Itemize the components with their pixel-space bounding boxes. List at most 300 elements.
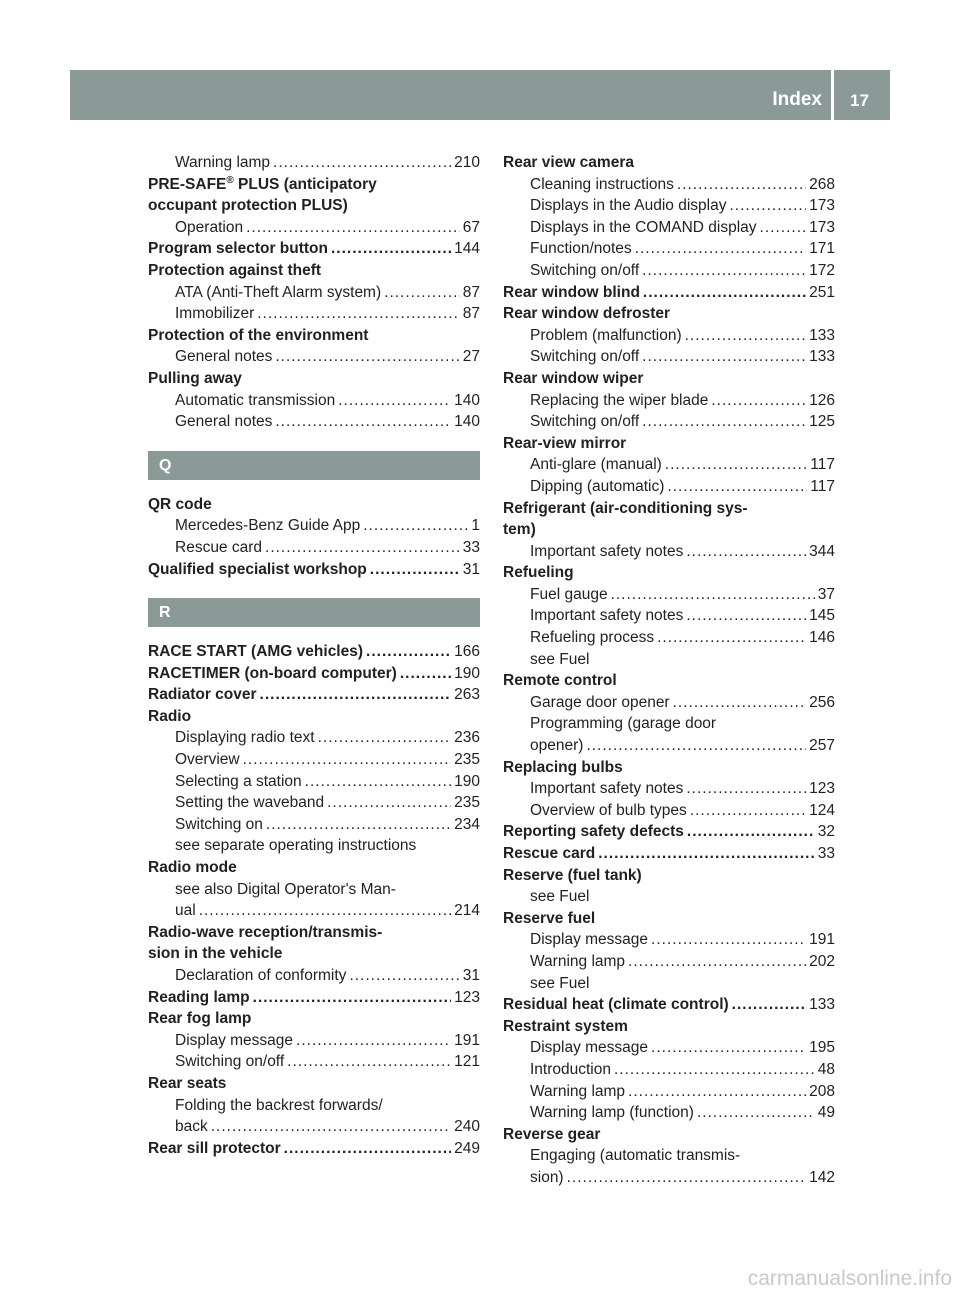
page-ref[interactable]: 145 (809, 607, 835, 625)
entry-label (148, 494, 212, 516)
header-bar (70, 70, 890, 120)
entry-text: back (175, 1118, 208, 1136)
index-entry[interactable] (148, 641, 480, 663)
entry-label (175, 965, 346, 987)
index-subentry (503, 649, 835, 671)
entry-text: Switching on/off (530, 348, 640, 366)
dot-leader (697, 1102, 815, 1124)
index-subentry (148, 1095, 480, 1117)
dot-leader (275, 411, 451, 433)
dot-leader (257, 303, 460, 325)
index-entry (148, 195, 480, 217)
page-ref[interactable]: 208 (809, 1082, 835, 1100)
page-ref[interactable]: 249 (454, 1139, 480, 1157)
dot-leader (327, 792, 451, 814)
index-subentry[interactable] (503, 735, 835, 757)
entry-label (530, 1102, 694, 1124)
watermark: carmanualsonline.info (747, 1267, 952, 1290)
entry-label (530, 346, 639, 368)
dot-leader (331, 238, 451, 260)
entry-text: Engaging (automatic transmis- (530, 1147, 741, 1165)
entry-text: Qualified specialist workshop (148, 560, 367, 578)
index-subentry[interactable] (503, 346, 835, 368)
index-entry (503, 908, 835, 930)
page-title: Index (772, 89, 822, 110)
page-ref[interactable]: 146 (809, 629, 835, 647)
dot-leader (685, 325, 807, 347)
page-ref[interactable]: 124 (809, 801, 835, 819)
dot-leader (686, 778, 806, 800)
page-ref[interactable]: 240 (454, 1118, 480, 1136)
page-ref[interactable]: 117 (810, 477, 835, 495)
entry-text: Immobilizer (175, 305, 255, 323)
index-subentry[interactable] (148, 537, 480, 559)
index-subentry[interactable] (503, 584, 835, 606)
dot-leader (266, 814, 451, 836)
page-ref[interactable]: 202 (809, 952, 835, 970)
dot-leader (651, 1037, 806, 1059)
dot-leader (586, 735, 806, 757)
dot-leader (243, 749, 452, 771)
entry-label (530, 195, 726, 217)
index-subentry[interactable] (503, 174, 835, 196)
index-entry (148, 1008, 480, 1030)
dot-leader (284, 1138, 451, 1160)
page-ref[interactable]: 140 (454, 391, 480, 409)
page-ref[interactable]: 125 (809, 413, 835, 431)
entry-text: Switching on/off (175, 1053, 285, 1071)
entry-text: Automatic transmission (175, 391, 336, 409)
entry-text: Program selector button (148, 240, 328, 258)
index-entry[interactable] (503, 282, 835, 304)
entry-text: Rescue card (503, 845, 596, 862)
entry-label (148, 706, 191, 728)
index-entry[interactable] (148, 1138, 480, 1160)
entry-label (175, 749, 240, 771)
dot-leader (651, 929, 806, 951)
index-subentry[interactable] (503, 1081, 835, 1103)
page-ref[interactable]: 195 (809, 1039, 835, 1057)
page-ref[interactable]: 173 (809, 197, 835, 215)
entry-label (503, 908, 595, 930)
dot-leader (643, 282, 806, 304)
page-ref[interactable]: 67 (462, 218, 480, 236)
entry-label (175, 217, 243, 239)
index-entry[interactable] (503, 821, 835, 843)
entry-text: occupant protection PLUS) (148, 197, 348, 215)
dot-leader (667, 476, 807, 498)
entry-label (530, 217, 757, 239)
page-ref[interactable]: 257 (809, 737, 835, 755)
index-subentry[interactable] (503, 951, 835, 973)
entry-text: see separate operating instructions (175, 837, 417, 855)
dot-leader (611, 584, 815, 606)
page-ref[interactable]: 1 (471, 517, 480, 535)
dot-leader (567, 1167, 807, 1189)
header-divider (831, 70, 834, 120)
index-subentry[interactable] (503, 929, 835, 951)
page-ref[interactable]: 37 (817, 585, 835, 603)
entry-label (148, 943, 282, 965)
index-entry (148, 325, 480, 347)
entry-text: Rear fog lamp (148, 1010, 252, 1028)
entry-label (148, 559, 367, 581)
index-entry[interactable] (503, 843, 835, 865)
page-ref[interactable]: 49 (817, 1104, 835, 1122)
page-ref[interactable]: 235 (454, 751, 480, 769)
dot-leader (642, 411, 806, 433)
dot-leader (657, 627, 806, 649)
entry-text: Switching on/off (530, 413, 640, 431)
index-subentry[interactable] (148, 282, 480, 304)
page-ref[interactable]: 166 (454, 643, 480, 661)
page-ref[interactable]: 87 (462, 283, 480, 301)
entry-label (175, 346, 272, 368)
entry-text: sion) (530, 1168, 564, 1186)
index-subentry[interactable] (148, 1116, 480, 1138)
entry-text: Warning lamp (530, 952, 626, 970)
index-entry (148, 494, 480, 516)
index-subentry[interactable] (503, 1167, 835, 1189)
index-entry (503, 498, 835, 520)
page-ref[interactable]: 235 (454, 794, 480, 812)
index-subentry[interactable] (148, 727, 480, 749)
dot-leader (275, 346, 459, 368)
entry-text: Warning lamp (function) (530, 1104, 694, 1122)
index-subentry[interactable] (503, 627, 835, 649)
index-entry[interactable] (148, 684, 480, 706)
entry-label (503, 562, 574, 584)
dot-leader (384, 282, 460, 304)
entry-text-rest: PLUS (anticipatory (233, 175, 377, 193)
entry-label (503, 368, 643, 390)
entry-label (175, 1030, 293, 1052)
page-ref[interactable]: 33 (462, 538, 480, 556)
page-ref[interactable]: 256 (809, 693, 835, 711)
page-ref[interactable]: 251 (809, 283, 835, 301)
entry-text: Reporting safety defects (503, 823, 684, 841)
entry-text: Rear sill protector (148, 1139, 281, 1157)
page-ref[interactable]: 123 (809, 780, 835, 798)
entry-label (503, 498, 748, 520)
page-ref[interactable]: 121 (454, 1053, 480, 1071)
entry-label (175, 792, 324, 814)
section-header-q: Q (148, 451, 480, 480)
page-ref[interactable]: 133 (809, 996, 835, 1014)
index-subentry[interactable] (503, 195, 835, 217)
entry-text: Pulling away (148, 369, 242, 387)
registered-mark: ® (226, 174, 234, 186)
page-ref[interactable]: 142 (809, 1168, 835, 1186)
dot-leader (687, 821, 815, 843)
entry-text: ual (175, 902, 196, 920)
page-ref[interactable]: 214 (454, 902, 480, 920)
page-ref[interactable]: 191 (809, 931, 835, 949)
entry-label (530, 735, 583, 757)
entry-text: see Fuel (530, 974, 590, 992)
entry-label (175, 411, 272, 433)
entry-label (503, 303, 670, 325)
index-subentry[interactable] (503, 800, 835, 822)
entry-text: Restraint system (503, 1017, 628, 1035)
entry-text: Reverse gear (503, 1125, 601, 1143)
entry-text: Protection against theft (148, 261, 322, 279)
page-ref[interactable]: 236 (454, 729, 480, 747)
page-ref[interactable]: 31 (462, 560, 480, 578)
entry-label (175, 152, 270, 174)
page-ref[interactable]: 133 (809, 348, 835, 366)
dot-leader (199, 900, 451, 922)
page-ref[interactable]: 190 (454, 664, 480, 682)
entry-label (503, 843, 595, 865)
index-subentry[interactable] (148, 749, 480, 771)
entry-label (530, 800, 687, 822)
index-subentry[interactable] (148, 771, 480, 793)
index-subentry[interactable] (503, 217, 835, 239)
page-ref[interactable]: 172 (809, 261, 835, 279)
entry-label (175, 282, 381, 304)
entry-text: Switching on (175, 815, 263, 833)
index-subentry[interactable] (503, 605, 835, 627)
dot-leader (690, 800, 806, 822)
entry-text: Garage door opener (530, 693, 670, 711)
entry-text: Display message (175, 1031, 294, 1049)
index-entry (148, 368, 480, 390)
dot-leader (686, 541, 806, 563)
index-subentry[interactable] (148, 1051, 480, 1073)
index-entry (503, 433, 835, 455)
entry-text: Overview (175, 751, 240, 769)
index-entry[interactable] (503, 994, 835, 1016)
page-ref[interactable]: 171 (809, 240, 835, 258)
entry-label (175, 1095, 383, 1117)
entry-text: Displaying radio text (175, 729, 315, 747)
entry-label (148, 260, 321, 282)
dot-leader (253, 987, 451, 1009)
page-ref[interactable]: 140 (454, 413, 480, 431)
index-entry (503, 519, 835, 541)
entry-label (175, 727, 315, 749)
entry-text: Rear window defroster (503, 305, 671, 323)
page-ref[interactable]: 126 (809, 391, 835, 409)
index-entry (503, 152, 835, 174)
page-ref[interactable]: 48 (817, 1060, 835, 1078)
entry-text: Important safety notes (530, 542, 684, 560)
index-entry[interactable] (148, 663, 480, 685)
entry-text: Refueling (503, 564, 574, 582)
index-subentry[interactable] (148, 152, 480, 174)
entry-text: Radio (148, 707, 192, 725)
dot-leader (260, 684, 452, 706)
entry-text: see also Digital Operator's Man- (175, 880, 396, 898)
dot-leader (635, 238, 806, 260)
index-entry (148, 857, 480, 879)
entry-text: Switching on/off (530, 261, 640, 279)
entry-label (530, 476, 664, 498)
index-subentry[interactable] (503, 1037, 835, 1059)
entry-label (530, 929, 648, 951)
entry-label (148, 987, 250, 1009)
dot-leader (628, 951, 806, 973)
index-subentry[interactable] (148, 515, 480, 537)
page-ref[interactable]: 344 (809, 542, 835, 560)
dot-leader (665, 454, 807, 476)
entry-label (175, 515, 360, 537)
entry-label (503, 670, 617, 692)
index-entry[interactable] (148, 559, 480, 581)
entry-label (148, 684, 257, 706)
entry-text: Rear seats (148, 1074, 227, 1092)
index-entry[interactable] (148, 238, 480, 260)
index-subentry[interactable] (503, 541, 835, 563)
page-ref[interactable]: 31 (462, 967, 480, 984)
index-entry[interactable] (148, 987, 480, 1009)
index-subentry[interactable] (148, 792, 480, 814)
entry-label (175, 900, 196, 922)
index-subentry[interactable] (503, 778, 835, 800)
index-subentry[interactable] (503, 238, 835, 260)
page-ref[interactable]: 234 (454, 815, 480, 833)
index-subentry[interactable] (503, 390, 835, 412)
index-subentry[interactable] (503, 1059, 835, 1081)
entry-label (148, 641, 363, 663)
index-entry (148, 174, 480, 196)
entry-label (148, 368, 242, 390)
index-subentry (148, 835, 480, 857)
page-ref[interactable]: 117 (810, 456, 835, 474)
page-ref[interactable]: 33 (817, 845, 835, 862)
dot-leader (296, 1030, 451, 1052)
page-ref[interactable]: 123 (454, 988, 480, 1006)
page-ref[interactable]: 191 (454, 1031, 480, 1049)
entry-label (530, 454, 662, 476)
entry-text: Important safety notes (530, 780, 684, 798)
entry-text: Remote control (503, 672, 617, 690)
index-column-left (148, 152, 480, 1159)
entry-label (530, 390, 708, 412)
entry-label (148, 857, 237, 879)
page-ref[interactable]: 133 (809, 326, 835, 344)
index-entry (503, 1124, 835, 1146)
index-subentry[interactable] (503, 692, 835, 714)
entry-text: Introduction (530, 1060, 611, 1078)
page-ref[interactable]: 87 (462, 305, 480, 323)
index-subentry[interactable] (148, 965, 480, 987)
entry-label (530, 1037, 648, 1059)
page-ref[interactable]: 173 (809, 218, 835, 236)
entry-text: Refueling process (530, 629, 655, 647)
entry-label (175, 835, 416, 857)
page-ref[interactable]: 144 (454, 240, 480, 258)
index-column-right (503, 152, 835, 1189)
entry-text: Display message (530, 931, 649, 949)
entry-text: Rear-view mirror (503, 434, 627, 452)
index-subentry[interactable] (503, 454, 835, 476)
index-subentry (148, 879, 480, 901)
entry-text: see Fuel (530, 650, 590, 668)
entry-label (175, 771, 302, 793)
index-subentry[interactable] (148, 303, 480, 325)
entry-text: Display message (530, 1039, 649, 1057)
entry-label (503, 1124, 600, 1146)
entry-label (503, 1016, 628, 1038)
page-ref[interactable]: 210 (454, 154, 480, 171)
index-subentry[interactable] (148, 346, 480, 368)
entry-label (175, 537, 262, 559)
entry-label (175, 879, 396, 901)
entry-label (148, 174, 377, 196)
entry-text: tem) (503, 521, 536, 539)
entry-label (530, 1059, 611, 1081)
page-ref[interactable]: 190 (454, 772, 480, 790)
index-subentry[interactable] (503, 476, 835, 498)
entry-text: RACE START (AMG vehicles) (148, 643, 364, 661)
index-subentry[interactable] (148, 814, 480, 836)
index-subentry[interactable] (503, 1102, 835, 1124)
dot-leader (246, 217, 460, 239)
entry-text: Overview of bulb types (530, 801, 687, 819)
index-entry (148, 260, 480, 282)
entry-text: General notes (175, 348, 273, 366)
entry-label (530, 886, 589, 908)
entry-text: QR code (148, 495, 212, 513)
index-subentry[interactable] (148, 1030, 480, 1052)
entry-label (530, 260, 639, 282)
dot-leader (318, 727, 452, 749)
index-subentry (503, 1145, 835, 1167)
index-subentry[interactable] (503, 260, 835, 282)
index-subentry[interactable] (148, 900, 480, 922)
index-entry (503, 865, 835, 887)
entry-label (530, 1081, 625, 1103)
entry-label (503, 519, 536, 541)
page-ref[interactable]: 263 (454, 686, 480, 704)
dot-leader (273, 152, 451, 174)
entry-text: Function/notes (530, 240, 632, 258)
entry-text: Refrigerant (air-conditioning sys- (503, 499, 748, 517)
index-entry (148, 922, 480, 944)
page-ref[interactable]: 268 (809, 175, 835, 193)
page-ref[interactable]: 32 (817, 823, 835, 841)
entry-label (148, 238, 328, 260)
entry-label (175, 1051, 284, 1073)
index-subentry[interactable] (503, 325, 835, 347)
dot-leader (287, 1051, 451, 1073)
entry-text: Replacing the wiper blade (530, 391, 709, 409)
entry-text: Fuel gauge (530, 585, 608, 603)
entry-text: Rear window blind (503, 283, 640, 301)
entry-text: Radiator cover (148, 686, 257, 704)
entry-text: Replacing bulbs (503, 758, 623, 776)
entry-text: Radio-wave reception/transmis- (148, 923, 383, 941)
page-number: 17 (850, 91, 869, 110)
index-entry (148, 706, 480, 728)
entry-text: RACETIMER (on-board computer) (148, 664, 397, 682)
index-subentry[interactable] (148, 217, 480, 239)
index-subentry[interactable] (148, 411, 480, 433)
entry-label (530, 778, 683, 800)
entry-label (503, 757, 623, 779)
dot-leader (677, 174, 806, 196)
page-ref[interactable]: 27 (462, 348, 480, 366)
entry-text: Problem (malfunction) (530, 326, 682, 344)
index-entry (148, 943, 480, 965)
entry-label (148, 195, 348, 217)
index-subentry[interactable] (503, 411, 835, 433)
dot-leader (370, 559, 460, 581)
entry-label (175, 814, 263, 836)
index-subentry[interactable] (148, 390, 480, 412)
